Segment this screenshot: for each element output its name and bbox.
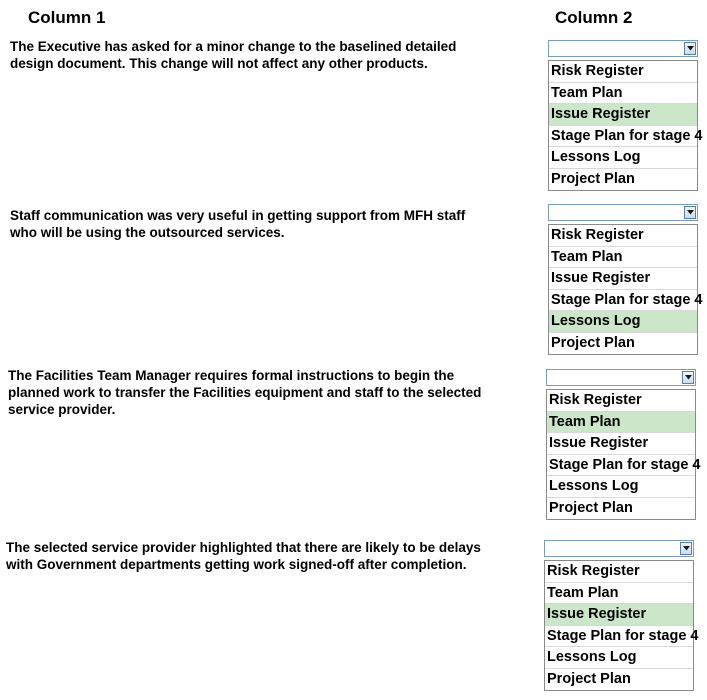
option-risk-register[interactable]: Risk Register	[549, 225, 697, 247]
option-issue-register[interactable]: Issue Register	[549, 268, 697, 290]
option-lessons-log[interactable]: Lessons Log	[547, 476, 695, 498]
option-team-plan[interactable]: Team Plan	[549, 83, 697, 105]
scenario-3	[8, 367, 481, 418]
column-2-header: Column 2	[555, 8, 633, 27]
dropdown-options	[546, 389, 701, 520]
answer-dropdown-1[interactable]	[548, 40, 703, 191]
option-issue-register[interactable]: Issue Register	[545, 604, 693, 626]
scenario-line: The Executive has asked for a minor change to the baselined detailed	[10, 39, 457, 54]
scenario-line: The selected service provider highlighted that there are likely to be delays	[6, 540, 481, 555]
dropdown-combo[interactable]	[546, 369, 696, 386]
option-stage-plan[interactable]: Stage Plan for stage 4	[549, 290, 697, 312]
chevron-down-icon[interactable]	[682, 371, 694, 384]
scenario-line: who will be using the outsourced services.	[10, 225, 285, 240]
option-team-plan[interactable]: Team Plan	[545, 583, 693, 605]
option-risk-register[interactable]: Risk Register	[547, 390, 695, 412]
scenario-line: planned work to transfer the Facilities equipment and staff to the selected	[8, 385, 482, 400]
column-1-header: Column 1	[28, 8, 106, 27]
option-team-plan[interactable]: Team Plan	[549, 247, 697, 269]
answer-dropdown-4[interactable]	[544, 540, 699, 691]
option-project-plan[interactable]: Project Plan	[547, 670, 631, 687]
option-risk-register[interactable]: Risk Register	[545, 561, 693, 583]
chevron-down-icon[interactable]	[680, 542, 692, 555]
scenario-4	[6, 539, 481, 573]
option-lessons-log[interactable]: Lessons Log	[549, 311, 697, 333]
scenario-line: Staff communication was very useful in getting support from MFH staff	[10, 208, 466, 223]
option-lessons-log[interactable]: Lessons Log	[549, 147, 697, 169]
option-project-plan[interactable]: Project Plan	[551, 334, 635, 351]
answer-dropdown-2[interactable]	[548, 204, 703, 355]
option-issue-register[interactable]: Issue Register	[549, 104, 697, 126]
option-team-plan[interactable]: Team Plan	[547, 412, 695, 434]
scenario-line: design document. This change will not affect any other products.	[10, 56, 428, 71]
chevron-down-icon[interactable]	[684, 206, 696, 219]
option-risk-register[interactable]: Risk Register	[549, 61, 697, 83]
chevron-down-icon[interactable]	[684, 42, 696, 55]
option-stage-plan[interactable]: Stage Plan for stage 4	[547, 455, 695, 477]
dropdown-combo[interactable]	[548, 40, 698, 57]
option-issue-register[interactable]: Issue Register	[547, 433, 695, 455]
scenario-line: The Facilities Team Manager requires formal instructions to begin the	[8, 368, 455, 383]
option-project-plan[interactable]: Project Plan	[549, 499, 633, 516]
option-project-plan[interactable]: Project Plan	[551, 170, 635, 187]
scenario-1	[10, 38, 456, 72]
option-stage-plan[interactable]: Stage Plan for stage 4	[545, 626, 693, 648]
option-lessons-log[interactable]: Lessons Log	[545, 647, 693, 669]
dropdown-options	[544, 560, 699, 691]
option-stage-plan[interactable]: Stage Plan for stage 4	[549, 126, 697, 148]
scenario-2	[10, 207, 465, 241]
dropdown-combo[interactable]	[544, 540, 694, 557]
scenario-line: service provider.	[8, 402, 116, 417]
dropdown-combo[interactable]	[548, 204, 698, 221]
dropdown-options	[548, 60, 703, 191]
scenario-line: with Government departments getting work signed-off after completion.	[6, 557, 467, 572]
dropdown-options	[548, 224, 703, 355]
answer-dropdown-3[interactable]	[546, 369, 701, 520]
